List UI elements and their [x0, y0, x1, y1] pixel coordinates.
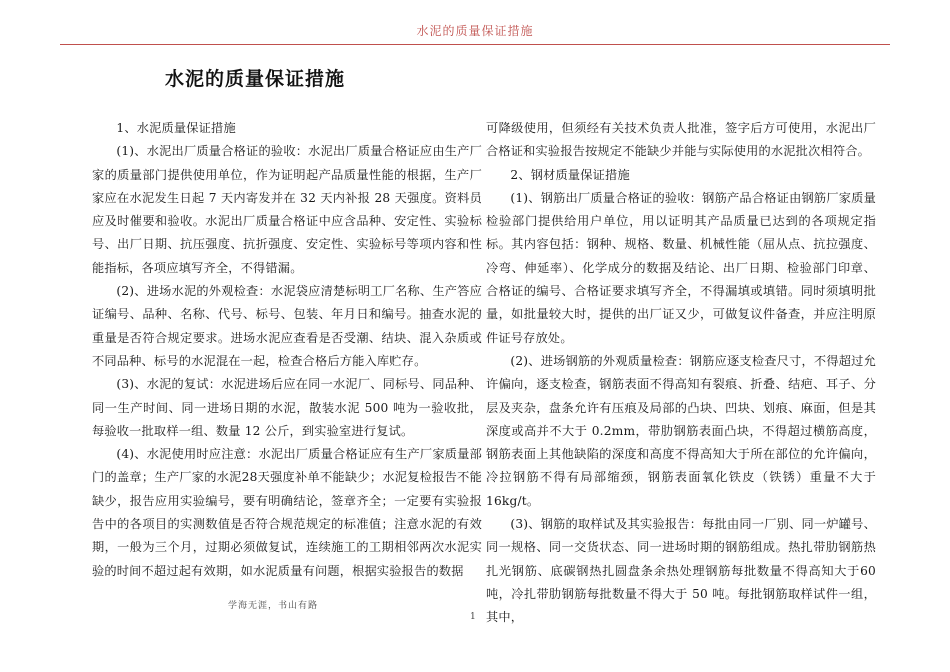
running-header: 水泥的质量保证措施: [416, 24, 534, 38]
section-heading: 2、钢材质量保证措施: [510, 167, 630, 182]
section-heading: 1、水泥质量保证措施: [116, 121, 236, 135]
paragraph: (2)、进场水泥的外观检查：水泥袋应清楚标明工厂名称、生产答应证编号、品种、名称、代号、标号、包装、年月日和编号。抽查水泥的重量是否符合规定要求。进场水泥应查看是否受潮、结块、混入杂质或不同品种、标号的水泥混在一起，检查合格后方能入库贮存。: [92, 284, 482, 368]
paragraph-continuation: 可降级使用，但须经有关技术负责人批准，签字后方可使用，水泥出厂合格证和实验报告按规定不能缺少并能与实际使用的水泥批次相符合。: [486, 121, 876, 159]
footer-motto: 学海无涯，书山有路: [228, 601, 319, 611]
paragraph: (4)、水泥使用时应注意：水泥出厂质量合格证应有生产厂家质量部门的盖章；生产厂家的水泥28天强度补单不能缺少；水泥复检报告不能缺少，报告应用实验编号，要有明确结论，签章齐全；一定要有实验报告中的各项目的实测数值是否符合规范规定的标准值；注意水泥的有效期，一般为三个月，过期必须做复试，连续施工的工期相邻两次水泥实验的时间不超过起有效期，如水泥质量有问题，根据实验报告的数据: [92, 447, 482, 578]
header-divider: [60, 44, 890, 45]
document-title: 水泥的质量保证措施: [165, 68, 346, 90]
paragraph: (1)、钢筋出厂质量合格证的验收：钢筋产品合格证由钢筋厂家质量检验部门提供给用户单位，用以证明其产品质量已达到的各项规定指标。其内容包括：钢种、规格、数量、机械性能（屈从点、抗拉强度、冷弯、伸延率）、化学成分的数据及结论、出厂日期、检验部门印章、合格证的编号、合格证要求填写齐全，不得漏填或填错。同时须填明批量，如批量较大时，提供的出厂证又少，可做复议件备查，并应注明原件证号存放处。: [486, 190, 876, 345]
right-column: [486, 117, 876, 630]
paragraph: (3)、钢筋的取样试及其实验报告：每批由同一厂别、同一炉罐号、同一规格、同一交货状态、同一进场时期的钢筋组成。热扎带肋钢筋热扎光钢筋、底碳钢热扎圆盘条余热处理钢筋每批数量不得高知大于60吨，冷扎带肋钢筋每批数量不得大于 50 吨。每批钢筋取样试件一组，其中，: [486, 517, 876, 625]
paragraph: (2)、进场钢筋的外观质量检查：钢筋应逐支检查尺寸，不得超过允许偏向，逐支检查，钢筋表面不得高知有裂痕、折叠、结疤、耳子、分层及夹杂，盘条允许有压痕及局部的凸块、凹块、划痕、麻面，但是其深度或高并不大于 0.2mm，带肋钢筋表面凸块，不得超过横筋高度，钢筋表面上其他缺陷的深度和高度不得高知大于所在部位的允许偏向，冷拉钢筋不得有局部缩颈，钢筋表面氧化铁皮（铁锈）重量不大于 16kg/t。: [486, 353, 876, 508]
paragraph: (3)、水泥的复试：水泥进场后应在同一水泥厂、同标号、同品种、同一生产时间、同一进场日期的水泥，散装水泥 500 吨为一验收批，每验收一批取样一组、数量 12 公斤，到实验室进行复试。: [92, 377, 482, 438]
left-column: [92, 117, 482, 583]
page-number: 1: [470, 612, 476, 622]
paragraph: (1)、水泥出厂质量合格证的验收：水泥出厂质量合格证应由生产厂家的质量部门提供使用单位，作为证明起产品质量性能的根据，生产厂家应在水泥发生日起 7 天内寄发并在 32 天内补报 28 天强度。资料员应及时催要和验收。水泥出厂质量合格证中应含品种、安定性、实验标号、出厂日期、抗压强度、抗折强度、安定性、实验标号等项内容和性能指标，各项应填写齐全，不得错漏。: [92, 144, 482, 275]
